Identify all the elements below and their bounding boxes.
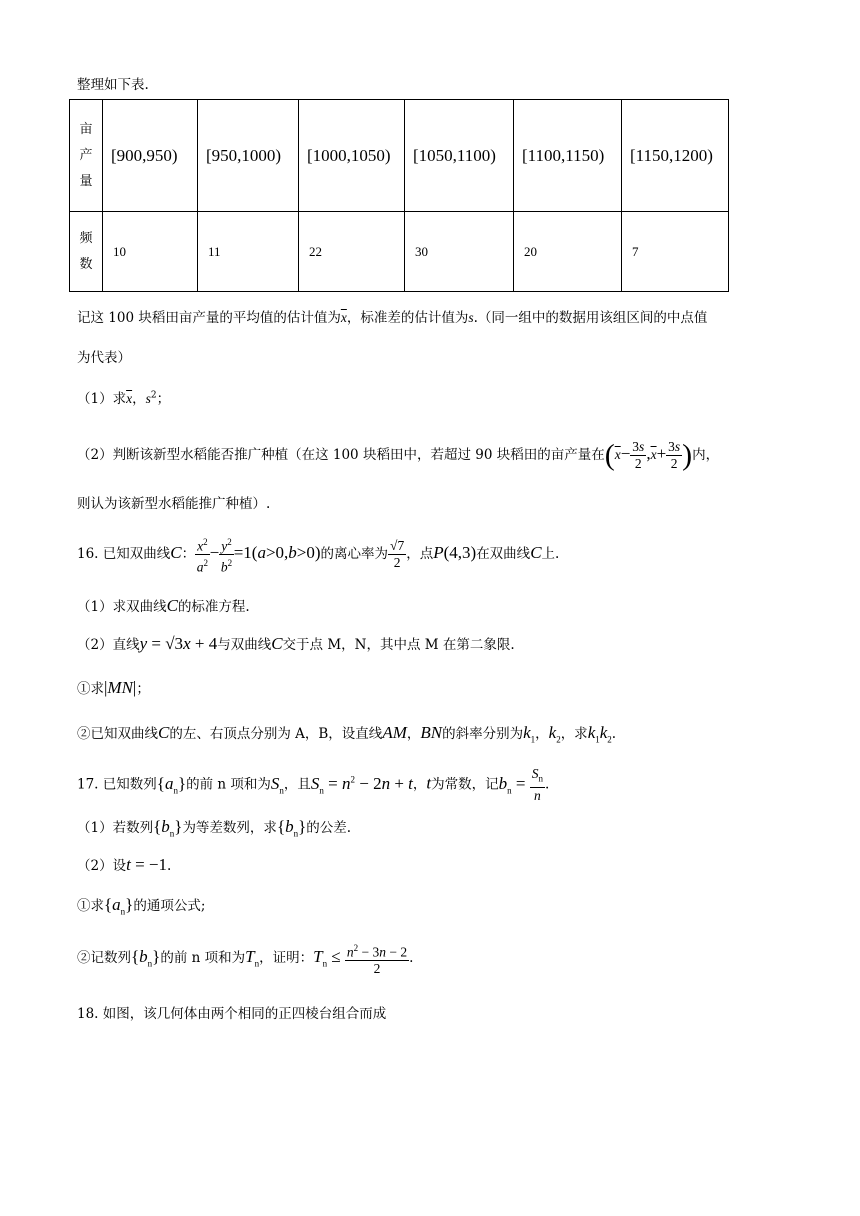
row-header-frequency bbox=[70, 212, 103, 292]
text: 的左、右顶点分别为 A，B，设直线 bbox=[169, 726, 383, 742]
p16-stem bbox=[77, 530, 559, 576]
p17-stem bbox=[77, 757, 549, 801]
math: $\{a_n\}$ bbox=[156, 773, 187, 796]
math: ( bbox=[604, 438, 615, 472]
math: |MN| bbox=[104, 678, 137, 697]
text: 的斜率分别为 bbox=[442, 726, 524, 742]
text: ， bbox=[412, 776, 427, 793]
text: （2）直线 bbox=[77, 637, 140, 653]
math: s bbox=[145, 391, 151, 406]
math: $S_n$ bbox=[270, 773, 284, 796]
text: 的通项公式; bbox=[133, 898, 206, 914]
header-char: 量 bbox=[79, 173, 93, 189]
text: . bbox=[544, 776, 550, 793]
p16-q2 bbox=[77, 633, 515, 654]
p15-q2-cont: 则认为该新型水稻能推广种植）. bbox=[77, 496, 271, 512]
text: .（同一组中的数据用该组区间的中点值 bbox=[473, 310, 708, 326]
table-cell: 10 bbox=[103, 212, 198, 292]
table-cell: [1100,1150) bbox=[514, 100, 622, 212]
text: 与双曲线 bbox=[217, 637, 272, 653]
p16-s2 bbox=[77, 722, 616, 744]
text: 为等差数列，求 bbox=[182, 820, 277, 836]
math: P(4,3) bbox=[433, 543, 477, 562]
p17-s2 bbox=[77, 934, 413, 980]
text: （2）设 bbox=[77, 858, 127, 874]
math: $\overline{x}$ bbox=[650, 447, 657, 462]
table-cell: 11 bbox=[198, 212, 299, 292]
header-char: 数 bbox=[79, 256, 93, 272]
math: ) bbox=[682, 438, 693, 472]
row-header-yield bbox=[70, 100, 103, 212]
header-char: 产 bbox=[79, 147, 93, 163]
math: t = −1 bbox=[126, 855, 168, 874]
text: （2）判断该新型水稻能否推广种植（在这 100 块稻田中，若超过 90 块稻田的亩产量在 bbox=[77, 447, 605, 463]
math: 2 bbox=[150, 390, 157, 401]
math: $T_n$ bbox=[245, 947, 260, 969]
math: $b_n$ = bbox=[498, 773, 530, 796]
text: . bbox=[167, 858, 172, 874]
header-char: 频 bbox=[79, 230, 93, 246]
text: ，点 bbox=[406, 546, 434, 562]
text: （1）求双曲线 bbox=[77, 599, 167, 615]
text: 交于点 M，N，其中点 M 在第二象限. bbox=[282, 637, 515, 653]
text: 的标准方程. bbox=[177, 599, 250, 615]
p17-q1 bbox=[77, 816, 351, 838]
math-fraction: $\frac{y^2}{b^2}$ bbox=[219, 534, 234, 576]
table-cell: 22 bbox=[299, 212, 405, 292]
math-fraction: $\frac{√7}{2}$ bbox=[390, 538, 405, 570]
math: , bbox=[646, 444, 651, 463]
text: ， bbox=[132, 391, 146, 407]
p15-q1 bbox=[77, 387, 170, 407]
math: $\{b_n\}$ bbox=[153, 817, 183, 839]
text: ②已知双曲线 bbox=[77, 726, 158, 742]
table-cell: [1050,1100) bbox=[405, 100, 514, 212]
text: ； bbox=[136, 681, 150, 697]
math: C bbox=[166, 596, 178, 615]
text: 为常数，记 bbox=[431, 776, 499, 793]
table-cell: [1150,1200) bbox=[622, 100, 729, 212]
text: . bbox=[611, 726, 617, 742]
text: ， bbox=[406, 726, 421, 742]
intro-text: 整理如下表. bbox=[77, 77, 149, 93]
p18-stem: 18. 如图，该几何体由两个相同的正四棱台组合而成 bbox=[77, 1006, 387, 1022]
text: ，且 bbox=[283, 776, 311, 793]
text: ， bbox=[535, 726, 549, 742]
math: − bbox=[620, 444, 631, 463]
math: C bbox=[530, 543, 542, 562]
table-cell: [900,950) bbox=[103, 100, 198, 212]
text: ②记数列 bbox=[77, 950, 131, 966]
math: C bbox=[170, 543, 182, 562]
math-fraction: $\frac{3s}{2}$ bbox=[632, 439, 645, 471]
math: AM bbox=[382, 723, 407, 742]
text: （1）求 bbox=[77, 391, 127, 407]
text: 的离心率为 bbox=[320, 546, 389, 562]
math: $\{b_n\}$ bbox=[276, 817, 307, 839]
text: ，标准差的估计值为 bbox=[346, 310, 469, 326]
math: $\{a_n\}$ bbox=[104, 895, 134, 917]
table-cell: [1000,1050) bbox=[299, 100, 405, 212]
text: 在双曲线 bbox=[476, 546, 531, 562]
math: C bbox=[158, 723, 170, 742]
math: $k_2$ bbox=[548, 723, 561, 745]
p17-s1 bbox=[77, 894, 205, 916]
math: BN bbox=[420, 723, 443, 742]
table-row bbox=[70, 100, 729, 212]
table-cell: [950,1000) bbox=[198, 100, 299, 212]
table-cell: 20 bbox=[514, 212, 622, 292]
text: 17. 已知数列 bbox=[77, 776, 157, 793]
math: $\overline{x}$ bbox=[340, 310, 347, 325]
math: $k_1$ bbox=[523, 723, 536, 745]
math-fraction: $\frac{3s}{2}$ bbox=[668, 439, 681, 471]
math: $T_n$ ≤ bbox=[313, 947, 345, 969]
math: $\overline{x}$ bbox=[126, 391, 133, 406]
text: 16. 已知双曲线 bbox=[77, 546, 171, 562]
math-fraction: $\frac{n^2 - 3n - 2}{2}$ bbox=[345, 940, 409, 978]
math: − bbox=[209, 543, 220, 562]
text: 的前 n 项和为 bbox=[186, 776, 271, 793]
table-row bbox=[70, 212, 729, 292]
yield-frequency-table bbox=[69, 99, 729, 292]
table-cell: 7 bbox=[622, 212, 729, 292]
math-fraction: $\frac{x^2}{a^2}$ bbox=[195, 534, 210, 576]
text: （1）若数列 bbox=[77, 820, 154, 836]
math: $k_1k_2$ bbox=[587, 723, 612, 745]
text: 内， bbox=[692, 447, 720, 463]
p15-q2 bbox=[77, 430, 719, 478]
math-fraction: $\frac{S_n}{n}$ bbox=[531, 766, 543, 803]
text: ； bbox=[156, 391, 171, 407]
text: ，求 bbox=[560, 726, 588, 742]
math: =1(a>0,b>0) bbox=[233, 543, 321, 562]
text: 的前 n 项和为 bbox=[160, 950, 246, 966]
math: C bbox=[271, 634, 283, 653]
math: s bbox=[468, 310, 474, 325]
p15-line2: 为代表） bbox=[77, 350, 131, 366]
math: $\overline{x}$ bbox=[614, 447, 621, 462]
table-cell: 30 bbox=[405, 212, 514, 292]
text: ①求 bbox=[77, 681, 104, 697]
text: ①求 bbox=[77, 898, 104, 914]
text: 上. bbox=[541, 546, 560, 562]
math: $\{b_n\}$ bbox=[131, 947, 161, 969]
p15-line1 bbox=[77, 306, 707, 326]
p16-q1 bbox=[77, 595, 250, 616]
text: 记这 100 块稻田亩产量的平均值的估计值为 bbox=[77, 310, 341, 326]
math: y = √3x + 4 bbox=[139, 634, 218, 653]
p16-s1 bbox=[77, 677, 150, 698]
text: ，证明： bbox=[259, 950, 314, 966]
text: 的公差. bbox=[306, 820, 352, 836]
math: + bbox=[656, 444, 667, 463]
text: . bbox=[409, 950, 414, 966]
text: ： bbox=[181, 546, 196, 562]
math: $S_n = n^2 - 2n + t$ bbox=[310, 773, 413, 796]
math: t bbox=[426, 773, 432, 793]
header-char: 亩 bbox=[79, 121, 93, 137]
p17-q2 bbox=[77, 854, 171, 875]
